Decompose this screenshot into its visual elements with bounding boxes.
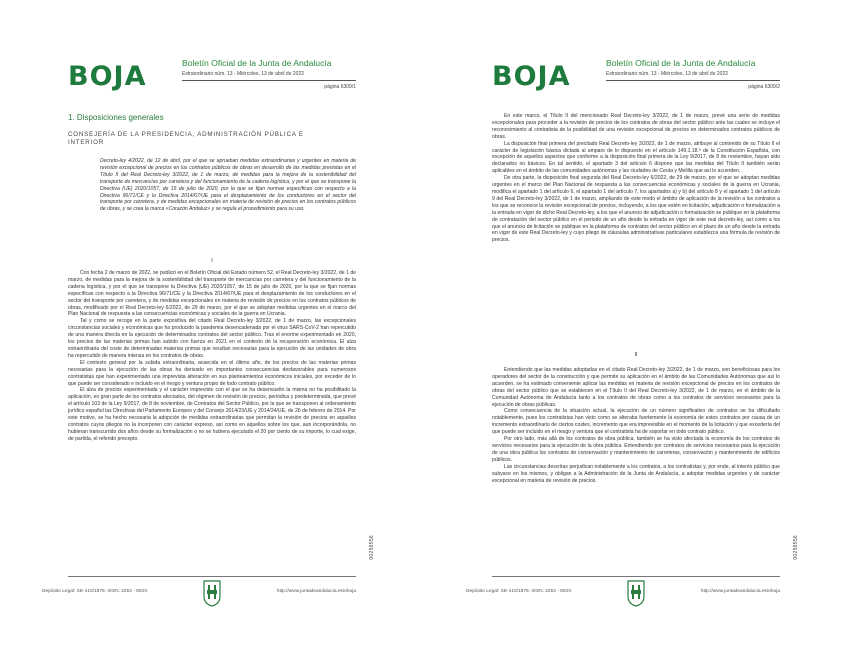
paragraph: Como consecuencia de la situación actual, la ejecución de un número significativo de contratos se ha dificultado notablemente, pues los contratistas han visto como se alteraba fuertemente la economía de estos contratos por causa de un incremento extraordinario de ciertos costes, incremento que era imprevisible en el momento de la licitación y que excedería del que puede ser incluido en el riesgo y ventura que el contratista ha de soportar en todo contrato público. (492, 408, 780, 436)
body-text (492, 113, 780, 244)
paragraph: Con fecha 2 de marzo de 2022, se publicó en el Boletín Oficial del Estado número 52, el Real Decreto-ley 3/2022, de 1 de marzo, de medidas para la mejora de la sostenibilidad del transporte de mercancías por carretera y del funcionamiento de la cadena logística, y por el que se transpone la Directiva (UE) 2020/1057, de 15 de julio de 2020, por la que se fijan normas específicas con respecto a la Directiva 96/71/CE y la Directiva 2014/67/UE para el desplazamiento de los conductores en el sector del transporte por carretera, y de medidas excepcionales en materia de revisión de precios en los contratos públicos de obras, modificado por el Real Decreto-ley 6/2022, de 29 de marzo, por el que se adoptan medidas urgentes en el marco del Plan Nacional de respuesta a las consecuencias económicas y sociales de la guerra en Ucrania. (68, 270, 356, 318)
andalucia-seal-icon (201, 578, 223, 608)
issue-info: Extraordinario núm. 13 - Miércoles, 13 de abril de 2022 (606, 71, 729, 77)
organization-heading: CONSEJERÍA DE LA PRESIDENCIA, ADMINISTRACIÓN PÚBLICA E INTERIOR (68, 131, 304, 146)
decree-abstract: Decreto-ley 4/2022, de 12 de abril, por el que se aprueban medidas extraordinarias y urgentes en materia de revisión excepcional de precios en los contratos públicos de obras en desarrollo de las medidas previstas en el Título II del Real Decreto-ley 3/2022, de 1 de marzo, de medidas para la mejora de la sostenibilidad del transporte de mercancías por carretera y del funcionamiento de la cadena logística, y por el que se transpone la Directiva (UE) 2020/1057, de 15 de julio de 2020, por la que se fijan normas específicas con respecto a la Directiva 96/71/CE y la Directiva 2014/67/UE para el desplazamiento de los conductores en el sector del transporte por carretera, y de medidas excepcionales en materia de revisión de precios en los contratos públicos de obras, y se crea la marca «Corazón Andaluz» y se regula el procedimiento para su uso. (100, 158, 356, 213)
legal-deposit: Depósito Legal: SE-410/1979. ISSN: 2253 - 802X (42, 589, 148, 594)
section-roman-numeral: I (211, 258, 213, 264)
boja-logo: BOJA (492, 61, 571, 92)
paragraph: Las circunstancias descritas perjudican notablemente a los contratos, a los contratistas y, por ende, al interés público que subyace en los mismos, y obligan a la Administración de la Junta de Andalucía, a adoptar medidas urgentes y de carácter excepcional en materia de revisión de precios. (492, 463, 780, 484)
page-number: página 6309/1 (324, 84, 356, 90)
bulletin-title: Boletín Oficial de la Junta de Andalucía (606, 58, 756, 68)
issue-info: Extraordinario núm. 13 - Miércoles, 13 de abril de 2022 (182, 71, 305, 77)
paragraph: Entendiendo que las medidas adoptadas en el citado Real Decreto-ley 3/2022, de 1 de marzo, son beneficiosas para los operadores del sector de la construcción y que permite su aplicación en el ámbito de las Comunidades Autónomas que así lo acuerden, se ha estimado conveniente aplicar las medidas en materia de revisión excepcional de precios en los contratos de obras del sector público que se establecen en el Título II del Real Decreto-ley 3/2022, de 1 de marzo, en el ámbito de la Comunidad Autónoma de Andalucía tanto a los contratos de obras como a los contratos de servicios necesarios para la ejecución de obras públicas. (492, 367, 780, 408)
paragraph: El contexto general por la subida extraordinaria, acaecida en el último año, de los precios de las materias primas necesarias para la ejecución de las obras ha derivado en importantes consecuencias desfavorables para numerosos contratistas que han experimentado una imprevista alteración en sus planteamientos económicos iniciales, por exceder de lo que puede ser considerado e incluido en el riesgo y ventura propio de todo contrato público. (68, 359, 356, 387)
document-code: 00259556 (793, 535, 799, 560)
header-divider (606, 80, 780, 81)
andalucia-seal-icon (625, 578, 647, 608)
paragraph: Tal y como se recoge en la parte expositiva del citado Real Decreto-ley 3/2022, de 1 de marzo, las excepcionales circunstancias sociales y económicas que ha producido la pandemia desencadenada por el virus SARS-CoV-2 han repercutido de una manera directa en la ejecución de determinados contratos del sector público. Tras el enorme experimentado en 2020, los precios de las materias primas han subido con fuerza en 2021 en el contexto de la recuperación económica. El alza extraordinaria del coste de determinadas materias primas que resultan necesarias para la ejecución de las unidades de obra ha repercutido de manera intensa en los contratos de obras. (68, 318, 356, 359)
paragraph: De otra parte, la disposición final segunda del Real Decreto-ley 6/2022, de 29 de marzo, por el que se adoptan medidas urgentes en el marco del Plan Nacional de respuesta a las consecuencias económicas y sociales de la guerra en Ucrania, modifica el apartado 1 del artículo 6, el apartado 1 del artículo 7, los apartados a) y b) del artículo 8 y el apartado 1 del artículo 9 del Real Decreto-ley 3/2022, de 1 de marzo, ampliando de este modo el ámbito de aplicación de la revisión a los contratos a los que se reconoce la revisión excepcional de precios, incluyendo, a los que estén en licitación, adjudicación o formalización a la entrada en vigor de dicho Real Decreto-ley, a los que el anuncio de adjudicación o formalización se publique en la plataforma de contratación del sector público en el periodo de un año desde la entrada en vigor de este real decreto-ley, así como a los que el anuncio de licitación se publique en la plataforma de contratos del sector público en el plazo de un año desde la entrada en vigor de este Real Decreto-ley y cuyo pliego de cláusulas administrativas particulares establezca una fórmula de revisión de precios. (492, 175, 780, 244)
paragraph: La disposición final primera del precitado Real Decreto-ley 3/2022, de 1 de marzo, atribuye al contenido de su Título II el carácter de legislación básica dictada al amparo de lo dispuesto en el artículo 149.1.18.ª de la Constitución Española, con excepción de aquellos aspectos que conforme a la disposición final primera de la Ley 9/2017, de 8 de noviembre, hayan sido declarados no básicos. En tal sentido, el apartado 3 del artículo 6 dispone que las medidas del Título II también serán aplicables en el ámbito de las comunidades autónomas y las ciudades de Ceuta y Melilla que así lo acuerden. (492, 140, 780, 175)
body-text (68, 270, 356, 443)
page-2 (424, 0, 848, 655)
paragraph: El alza de precios experimentada y el carácter imprevisto con el que se ha desenvuelto la misma no ha posibilitado la aplicación, en gran parte de los contratos afectados, del régimen de revisión de precios, periódica y predeterminada, que prevé el artículo 103 de la Ley 9/2017, de 8 de noviembre, de Contratos del Sector Público, por la que se transponen al ordenamiento jurídico español las Directivas del Parlamento Europeo y del Consejo 2014/23/UE y 2014/24/UE, de 26 de febrero de 2014. Por este motivo, se ha hecho necesaria la adopción de medidas extraordinarias que permitan la revisión de precios en aquellos contratos cuyos pliegos no la incorporen con carácter expreso, así como en aquellos sobre los que, aun incorporándola, no hubieran transcurrido dos años desde su formalización o no se hubiera ejecutado el 20 por ciento de su importe, lo cual exige, de partida, el referido precepto. (68, 387, 356, 442)
document-code: 00259556 (369, 535, 375, 560)
body-text (492, 367, 780, 484)
section-roman-numeral: II (634, 352, 638, 358)
footer-divider (492, 576, 780, 577)
legal-deposit: Depósito Legal: SE-410/1979. ISSN: 2253 - 802X (466, 589, 572, 594)
page-number: página 6309/2 (748, 84, 780, 90)
section-title: 1. Disposiciones generales (68, 113, 164, 122)
boja-logo: BOJA (68, 61, 147, 92)
paragraph: Por otro lado, más allá de los contratos de obra pública, también se ha visto afectada la economía de los contratos de servicios necesarios para la ejecución de la obra pública. Entendiendo por contratos de servicios necesarios para la ejecución de una obra pública los contratos de conservación y mantenimiento de carreteras, conservación y mantenimiento de edificios públicos. (492, 436, 780, 463)
bulletin-title: Boletín Oficial de la Junta de Andalucía (182, 58, 332, 68)
eboja-url[interactable]: http://www.juntadeandalucia.es/eboja (276, 589, 356, 594)
eboja-url[interactable]: http://www.juntadeandalucia.es/eboja (700, 589, 780, 594)
header-divider (182, 80, 356, 81)
paragraph: En este marco, el Título II del mencionado Real Decreto-ley 3/2022, de 1 de marzo, prevé una serie de medidas excepcionales para proceder a la revisión de precios de los contratos de obras del sector público ante las cuales se incluye el reconocimiento al contratista de la posibilidad de una revisión excepcional de precios en determinados contratos públicos de obras. (492, 113, 780, 140)
footer-divider (68, 576, 356, 577)
